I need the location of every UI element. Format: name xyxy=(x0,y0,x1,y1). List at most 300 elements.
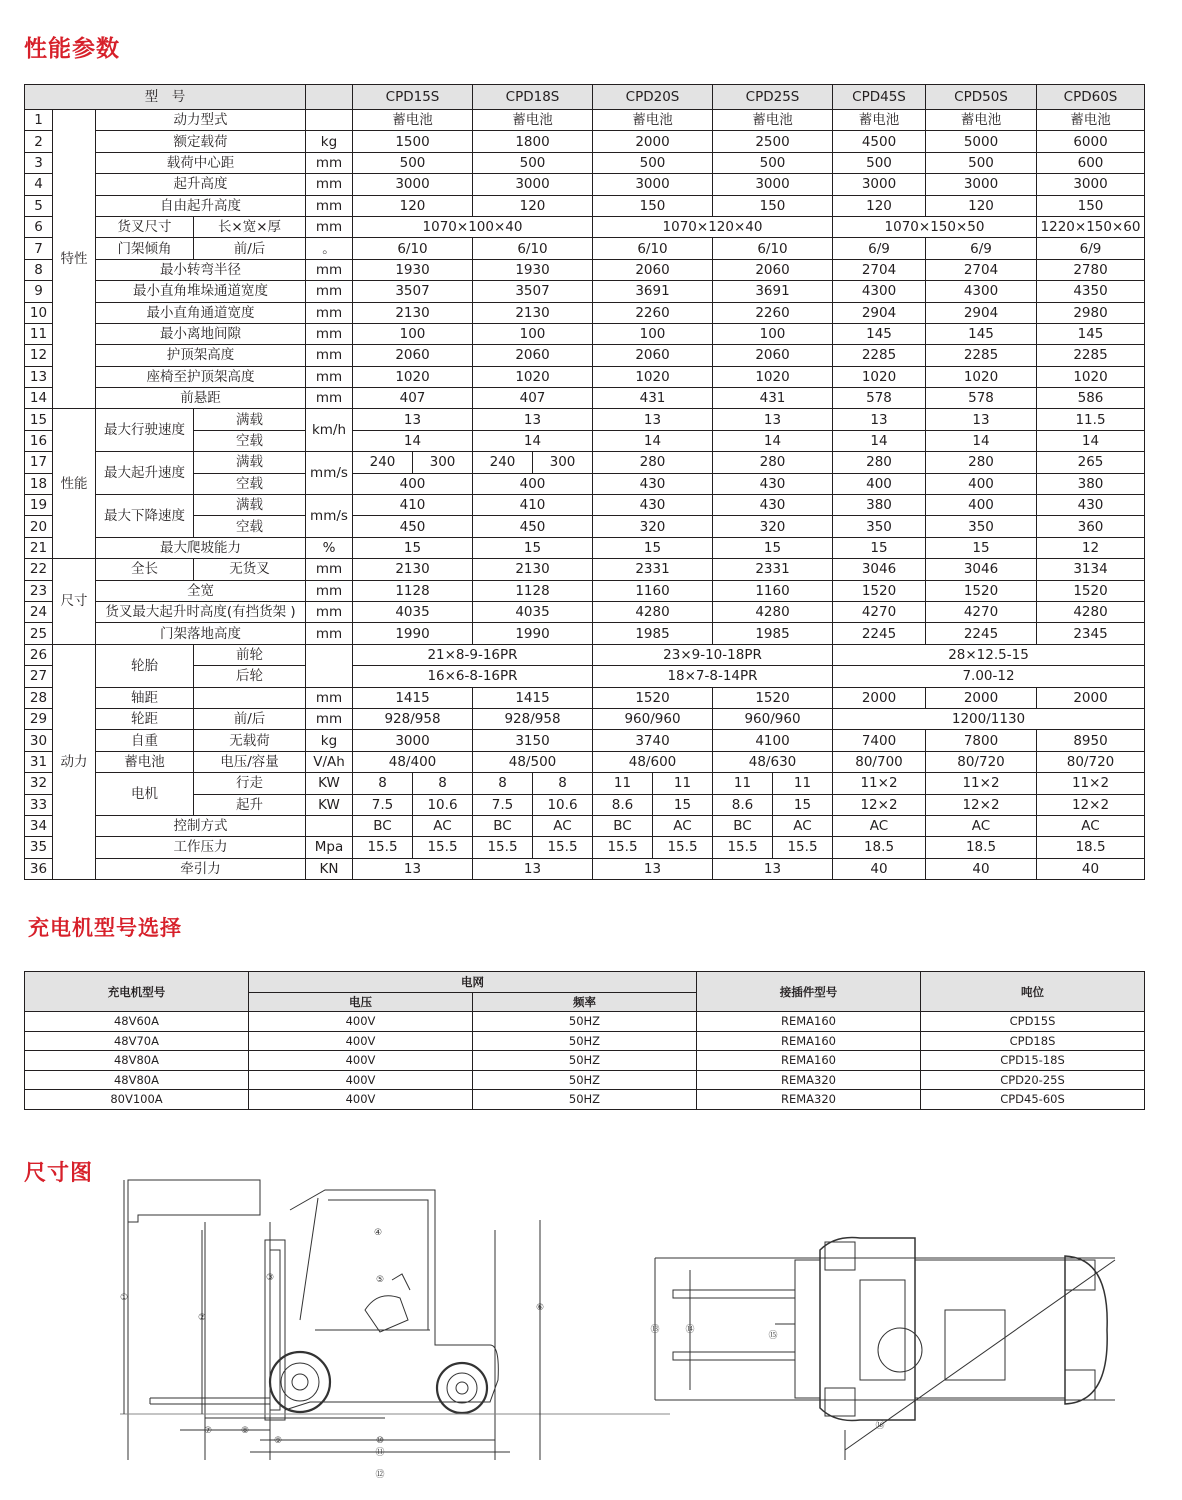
unit-cell: mm xyxy=(306,259,353,280)
value-cell: 11 xyxy=(713,773,773,794)
param-sub-label: 长×宽×厚 xyxy=(194,216,306,237)
value-cell: 500 xyxy=(833,152,926,173)
charger-model: 48V80A xyxy=(25,1070,249,1090)
value-cell: 15 xyxy=(833,537,926,558)
param-label: 轮距 xyxy=(96,708,194,729)
param-label: 最小转弯半径 xyxy=(96,259,306,280)
value-cell: 500 xyxy=(926,152,1037,173)
value-cell: 928/958 xyxy=(353,708,473,729)
value-cell: 11 xyxy=(653,773,713,794)
value-cell: 15.5 xyxy=(593,837,653,858)
value-cell: 3000 xyxy=(1037,174,1145,195)
value-cell: 4500 xyxy=(833,131,926,152)
value-cell: 400 xyxy=(353,473,473,494)
unit-cell: mm xyxy=(306,687,353,708)
param-label: 全宽 xyxy=(96,580,306,601)
param-sub-label: 后轮 xyxy=(194,666,306,687)
value-cell: 48/630 xyxy=(713,751,833,772)
row-number: 14 xyxy=(25,388,53,409)
value-cell: 3000 xyxy=(353,730,473,751)
row-number: 18 xyxy=(25,473,53,494)
unit-cell: mm xyxy=(306,302,353,323)
row-number: 17 xyxy=(25,452,53,473)
spec-header-row xyxy=(25,85,1145,110)
charger-model: 48V80A xyxy=(25,1051,249,1071)
value-cell: 300 xyxy=(413,452,473,473)
model-header-1: CPD18S xyxy=(473,85,593,110)
value-cell: 2500 xyxy=(713,131,833,152)
row-number: 16 xyxy=(25,430,53,451)
value-cell: 3134 xyxy=(1037,559,1145,580)
spec-row xyxy=(25,281,1145,302)
callout-3: ③ xyxy=(265,1273,275,1283)
value-cell: 14 xyxy=(713,430,833,451)
value-cell: 300 xyxy=(533,452,593,473)
value-cell: 15.5 xyxy=(533,837,593,858)
spec-row xyxy=(25,687,1145,708)
unit-cell xyxy=(306,815,353,836)
value-cell: 7.5 xyxy=(353,794,413,815)
value-cell: 6000 xyxy=(1037,131,1145,152)
tonnage: CPD20-25S xyxy=(921,1070,1145,1090)
value-cell: 6/10 xyxy=(473,238,593,259)
callout-13: ⑬ xyxy=(650,1325,660,1335)
value-cell: 4280 xyxy=(593,601,713,622)
value-cell: 15 xyxy=(713,537,833,558)
value-cell: 928/958 xyxy=(473,708,593,729)
dimensions-heading: 尺寸图 xyxy=(24,1161,94,1186)
row-number: 12 xyxy=(25,345,53,366)
param-label: 最小离地间隙 xyxy=(96,323,306,344)
value-cell: 80/720 xyxy=(1037,751,1145,772)
spec-row xyxy=(25,302,1145,323)
value-cell: 40 xyxy=(926,858,1037,879)
value-cell: 100 xyxy=(713,323,833,344)
value-cell: 8950 xyxy=(1037,730,1145,751)
value-cell: 13 xyxy=(593,409,713,430)
value-cell: 2245 xyxy=(833,623,926,644)
param-label: 轴距 xyxy=(96,687,194,708)
unit-cell: 。 xyxy=(306,238,353,259)
param-label: 最大行驶速度 xyxy=(96,409,194,452)
charger-row xyxy=(25,1012,1145,1032)
value-cell: 15 xyxy=(473,537,593,558)
unit-cell: mm xyxy=(306,174,353,195)
value-cell: 3000 xyxy=(593,174,713,195)
callout-9: ⑨ xyxy=(273,1436,283,1446)
unit-cell: kg xyxy=(306,131,353,152)
spec-row xyxy=(25,773,1145,794)
value-cell: 6/9 xyxy=(1037,238,1145,259)
unit-cell: % xyxy=(306,537,353,558)
unit-cell: mm/s xyxy=(306,495,353,538)
param-sub-label: 满载 xyxy=(194,495,306,516)
value-cell: 15.5 xyxy=(473,837,533,858)
value-cell: 1220×150×60 xyxy=(1037,216,1145,237)
grid-voltage: 400V xyxy=(249,1012,473,1032)
unit-cell: mm xyxy=(306,345,353,366)
value-cell: AC xyxy=(926,815,1037,836)
row-number: 34 xyxy=(25,815,53,836)
param-sub-label: 空载 xyxy=(194,516,306,537)
value-cell: 500 xyxy=(593,152,713,173)
unit-cell: mm xyxy=(306,216,353,237)
value-cell: 320 xyxy=(593,516,713,537)
value-cell: 960/960 xyxy=(593,708,713,729)
value-cell: 10.6 xyxy=(533,794,593,815)
param-sub-label xyxy=(194,687,306,708)
value-cell: 2130 xyxy=(353,302,473,323)
unit-cell: mm xyxy=(306,580,353,601)
value-cell: 15 xyxy=(593,537,713,558)
row-number: 7 xyxy=(25,238,53,259)
value-cell: AC xyxy=(533,815,593,836)
value-cell: 蓄电池 xyxy=(473,110,593,131)
row-number: 32 xyxy=(25,773,53,794)
param-label: 最大爬坡能力 xyxy=(96,537,306,558)
value-cell: 1020 xyxy=(926,366,1037,387)
spec-row xyxy=(25,259,1145,280)
connector-model: REMA320 xyxy=(697,1090,921,1110)
row-number: 23 xyxy=(25,580,53,601)
connector-model: REMA160 xyxy=(697,1031,921,1051)
param-label: 自由起升高度 xyxy=(96,195,306,216)
value-cell: 6/9 xyxy=(833,238,926,259)
value-cell: 150 xyxy=(713,195,833,216)
value-cell: 1020 xyxy=(713,366,833,387)
row-number: 9 xyxy=(25,281,53,302)
callout-1: ① xyxy=(119,1293,129,1303)
value-cell: 2060 xyxy=(713,259,833,280)
spec-row xyxy=(25,708,1145,729)
charger-row xyxy=(25,1051,1145,1071)
value-cell: 3046 xyxy=(833,559,926,580)
callout-6: ⑥ xyxy=(535,1303,545,1313)
value-cell: 100 xyxy=(593,323,713,344)
param-label: 控制方式 xyxy=(96,815,306,836)
value-cell: 145 xyxy=(833,323,926,344)
value-cell: 1990 xyxy=(473,623,593,644)
value-cell: 8 xyxy=(413,773,473,794)
value-cell: 2130 xyxy=(473,302,593,323)
value-cell: 18×7-8-14PR xyxy=(593,666,833,687)
param-label: 最小直角堆垛通道宽度 xyxy=(96,281,306,302)
value-cell: 48/600 xyxy=(593,751,713,772)
spec-row xyxy=(25,345,1145,366)
param-label: 额定载荷 xyxy=(96,131,306,152)
value-cell: 1520 xyxy=(1037,580,1145,601)
value-cell: 2000 xyxy=(1037,687,1145,708)
value-cell: 430 xyxy=(593,495,713,516)
value-cell: 1930 xyxy=(473,259,593,280)
value-cell: 2331 xyxy=(593,559,713,580)
value-cell: 1520 xyxy=(713,687,833,708)
row-number: 15 xyxy=(25,409,53,430)
unit-cell xyxy=(306,110,353,131)
row-number: 36 xyxy=(25,858,53,879)
value-cell: 265 xyxy=(1037,452,1145,473)
value-cell: 14 xyxy=(926,430,1037,451)
spec-row xyxy=(25,495,1145,516)
value-cell: 14 xyxy=(1037,430,1145,451)
value-cell: 8.6 xyxy=(593,794,653,815)
row-number: 1 xyxy=(25,110,53,131)
unit-cell: mm xyxy=(306,152,353,173)
row-number: 2 xyxy=(25,131,53,152)
spec-row xyxy=(25,323,1145,344)
value-cell: 430 xyxy=(593,473,713,494)
param-label: 牵引力 xyxy=(96,858,306,879)
value-cell: 2704 xyxy=(926,259,1037,280)
value-cell: 23×9-10-18PR xyxy=(593,644,833,665)
value-cell: 450 xyxy=(353,516,473,537)
param-label: 最大下降速度 xyxy=(96,495,194,538)
value-cell: 120 xyxy=(926,195,1037,216)
group-label: 性能 xyxy=(53,409,96,559)
connector-model: REMA160 xyxy=(697,1012,921,1032)
grid-frequency: 50HZ xyxy=(473,1031,697,1051)
value-cell: 2000 xyxy=(926,687,1037,708)
value-cell: 15 xyxy=(773,794,833,815)
unit-cell: KW xyxy=(306,773,353,794)
value-cell: 500 xyxy=(473,152,593,173)
value-cell: 3046 xyxy=(926,559,1037,580)
spec-row xyxy=(25,815,1145,836)
value-cell: 2260 xyxy=(593,302,713,323)
callout-4: ④ xyxy=(373,1228,383,1238)
param-sub-label: 电压/容量 xyxy=(194,751,306,772)
row-number: 26 xyxy=(25,644,53,665)
value-cell: 150 xyxy=(1037,195,1145,216)
value-cell: 430 xyxy=(713,495,833,516)
value-cell: 15.5 xyxy=(353,837,413,858)
value-cell: 4350 xyxy=(1037,281,1145,302)
value-cell: 21×8-9-16PR xyxy=(353,644,593,665)
spec-row xyxy=(25,858,1145,879)
value-cell: 400 xyxy=(473,473,593,494)
value-cell: 1415 xyxy=(353,687,473,708)
value-cell: 18.5 xyxy=(833,837,926,858)
value-cell: BC xyxy=(473,815,533,836)
value-cell: 1415 xyxy=(473,687,593,708)
value-cell: 960/960 xyxy=(713,708,833,729)
unit-cell: V/Ah xyxy=(306,751,353,772)
value-cell: 8.6 xyxy=(713,794,773,815)
value-cell: 1128 xyxy=(353,580,473,601)
spec-row xyxy=(25,195,1145,216)
value-cell: 2331 xyxy=(713,559,833,580)
value-cell: 120 xyxy=(353,195,473,216)
value-cell: 1020 xyxy=(353,366,473,387)
param-sub-label: 前轮 xyxy=(194,644,306,665)
unit-cell: mm xyxy=(306,195,353,216)
row-number: 11 xyxy=(25,323,53,344)
spec-row xyxy=(25,110,1145,131)
value-cell: 14 xyxy=(353,430,473,451)
param-label: 座椅至护顶架高度 xyxy=(96,366,306,387)
value-cell: 13 xyxy=(473,409,593,430)
value-cell: 14 xyxy=(473,430,593,451)
spec-row xyxy=(25,409,1145,430)
charger-model-header: 充电机型号 xyxy=(25,972,249,1012)
unit-cell: mm xyxy=(306,601,353,622)
value-cell: 145 xyxy=(926,323,1037,344)
value-cell: 8 xyxy=(353,773,413,794)
value-cell: 4280 xyxy=(1037,601,1145,622)
value-cell: 2904 xyxy=(926,302,1037,323)
value-cell: 11×2 xyxy=(926,773,1037,794)
param-sub-label: 满载 xyxy=(194,409,306,430)
value-cell: 240 xyxy=(353,452,413,473)
spec-table xyxy=(24,84,1145,880)
value-cell: 430 xyxy=(1037,495,1145,516)
value-cell: 40 xyxy=(1037,858,1145,879)
value-cell: 16×6-8-16PR xyxy=(353,666,593,687)
value-cell: 15.5 xyxy=(653,837,713,858)
value-cell: 13 xyxy=(353,409,473,430)
value-cell: 12×2 xyxy=(1037,794,1145,815)
value-cell: 48/400 xyxy=(353,751,473,772)
connector-header: 接插件型号 xyxy=(697,972,921,1012)
value-cell: 1160 xyxy=(713,580,833,601)
value-cell: 400 xyxy=(926,473,1037,494)
param-label: 门架落地高度 xyxy=(96,623,306,644)
value-cell: 2285 xyxy=(1037,345,1145,366)
value-cell: 6/10 xyxy=(593,238,713,259)
param-label: 工作压力 xyxy=(96,837,306,858)
grid-voltage: 400V xyxy=(249,1031,473,1051)
connector-model: REMA160 xyxy=(697,1051,921,1071)
value-cell: 4300 xyxy=(926,281,1037,302)
value-cell: BC xyxy=(713,815,773,836)
param-label: 蓄电池 xyxy=(96,751,194,772)
value-cell: 11 xyxy=(593,773,653,794)
model-header-3: CPD25S xyxy=(713,85,833,110)
charger-model: 48V70A xyxy=(25,1031,249,1051)
value-cell: 15.5 xyxy=(713,837,773,858)
value-cell: AC xyxy=(1037,815,1145,836)
value-cell: 2130 xyxy=(473,559,593,580)
value-cell: 400 xyxy=(926,495,1037,516)
param-label: 动力型式 xyxy=(96,110,306,131)
value-cell: 13 xyxy=(926,409,1037,430)
value-cell: 280 xyxy=(593,452,713,473)
forklift-side-view xyxy=(110,1170,670,1500)
value-cell: 431 xyxy=(713,388,833,409)
param-sub-label: 前/后 xyxy=(194,708,306,729)
value-cell: 320 xyxy=(713,516,833,537)
grid-frequency: 50HZ xyxy=(473,1070,697,1090)
value-cell: 6/10 xyxy=(353,238,473,259)
unit-cell: kg xyxy=(306,730,353,751)
value-cell: 450 xyxy=(473,516,593,537)
value-cell: 7800 xyxy=(926,730,1037,751)
value-cell: 11×2 xyxy=(833,773,926,794)
param-label: 最小直角通道宽度 xyxy=(96,302,306,323)
value-cell: 15 xyxy=(926,537,1037,558)
row-number: 29 xyxy=(25,708,53,729)
value-cell: 15.5 xyxy=(773,837,833,858)
param-label: 护顶架高度 xyxy=(96,345,306,366)
value-cell: 2000 xyxy=(593,131,713,152)
param-label: 全长 xyxy=(96,559,194,580)
value-cell: 4270 xyxy=(833,601,926,622)
value-cell: 11×2 xyxy=(1037,773,1145,794)
callout-11: ⑪ xyxy=(375,1448,385,1458)
value-cell: 4035 xyxy=(353,601,473,622)
value-cell: 500 xyxy=(353,152,473,173)
value-cell: 578 xyxy=(833,388,926,409)
value-cell: 12×2 xyxy=(833,794,926,815)
value-cell: 3507 xyxy=(353,281,473,302)
value-cell: 2060 xyxy=(593,259,713,280)
spec-row xyxy=(25,837,1145,858)
callout-10: ⑩ xyxy=(375,1436,385,1446)
row-number: 13 xyxy=(25,366,53,387)
value-cell: 380 xyxy=(833,495,926,516)
value-cell: 14 xyxy=(593,430,713,451)
callout-5: ⑤ xyxy=(375,1275,385,1285)
value-cell: 15 xyxy=(353,537,473,558)
value-cell: 10.6 xyxy=(413,794,473,815)
value-cell: 586 xyxy=(1037,388,1145,409)
grid-header: 电网 xyxy=(249,972,697,993)
callout-7: ⑦ xyxy=(203,1426,213,1436)
param-label: 自重 xyxy=(96,730,194,751)
unit-cell: mm xyxy=(306,708,353,729)
value-cell: 410 xyxy=(473,495,593,516)
value-cell: 1520 xyxy=(833,580,926,601)
row-number: 28 xyxy=(25,687,53,708)
row-number: 4 xyxy=(25,174,53,195)
unit-cell: mm xyxy=(306,323,353,344)
spec-row xyxy=(25,366,1145,387)
value-cell: 3150 xyxy=(473,730,593,751)
value-cell: 3000 xyxy=(926,174,1037,195)
value-cell: 3000 xyxy=(713,174,833,195)
charger-table xyxy=(24,971,1145,1110)
value-cell: 2260 xyxy=(713,302,833,323)
value-cell: 2000 xyxy=(833,687,926,708)
value-cell: 407 xyxy=(353,388,473,409)
row-number: 35 xyxy=(25,837,53,858)
spec-row xyxy=(25,388,1145,409)
value-cell: 15 xyxy=(653,794,713,815)
spec-row xyxy=(25,751,1145,772)
value-cell: 7400 xyxy=(833,730,926,751)
model-header-2: CPD20S xyxy=(593,85,713,110)
value-cell: 8 xyxy=(473,773,533,794)
value-cell: 500 xyxy=(713,152,833,173)
callout-14: ⑭ xyxy=(685,1325,695,1335)
row-number: 3 xyxy=(25,152,53,173)
unit-cell: KW xyxy=(306,794,353,815)
row-number: 10 xyxy=(25,302,53,323)
value-cell: 1020 xyxy=(473,366,593,387)
value-cell: 2060 xyxy=(593,345,713,366)
unit-cell: KN xyxy=(306,858,353,879)
callout-8: ⑧ xyxy=(240,1426,250,1436)
grid-frequency: 50HZ xyxy=(473,1012,697,1032)
value-cell: 2980 xyxy=(1037,302,1145,323)
param-label: 起升高度 xyxy=(96,174,306,195)
param-label: 前悬距 xyxy=(96,388,306,409)
param-sub-label: 起升 xyxy=(194,794,306,815)
value-cell: 1520 xyxy=(593,687,713,708)
value-cell: 11 xyxy=(773,773,833,794)
value-cell: 7.5 xyxy=(473,794,533,815)
value-cell: 4280 xyxy=(713,601,833,622)
